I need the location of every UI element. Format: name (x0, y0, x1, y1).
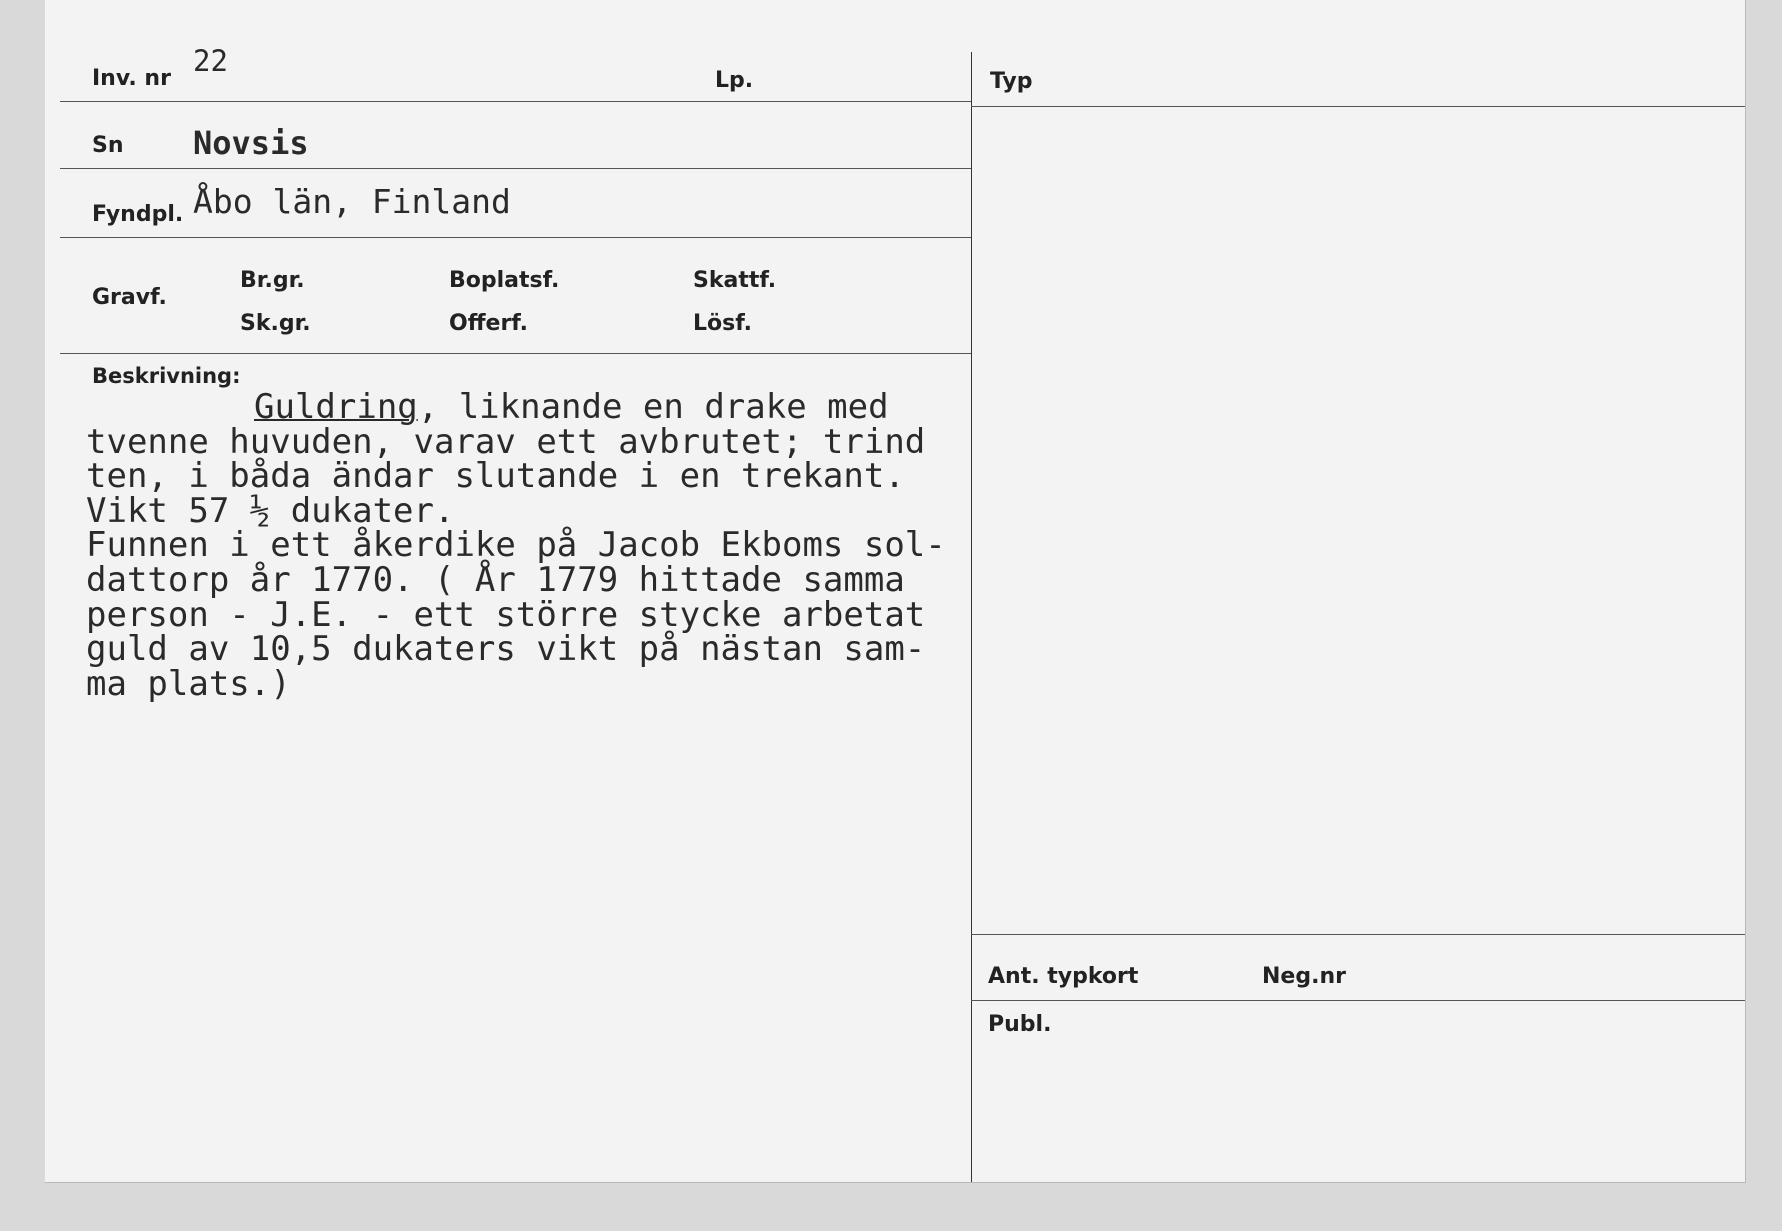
inv-nr-label: Inv. nr (92, 66, 171, 91)
losf-label: Lösf. (693, 311, 752, 336)
fyndpl-label: Fyndpl. (92, 202, 184, 227)
sk-gr-label: Sk.gr. (240, 311, 311, 336)
rule-publ (971, 1000, 1745, 1001)
sn-label: Sn (92, 133, 124, 158)
description-line: Funnen i ett åkerdike på Jacob Ekboms sol- (86, 525, 946, 566)
lp-label: Lp. (715, 68, 754, 93)
publ-label: Publ. (988, 1012, 1052, 1037)
beskrivning-label: Beskrivning: (92, 364, 241, 388)
ant-typkort-label: Ant. typkort (988, 964, 1139, 989)
description-line: person - J.E. - ett större stycke arbetat (86, 594, 926, 635)
br-gr-label: Br.gr. (240, 268, 305, 293)
description-line: guld av 10,5 dukaters vikt på nästan sam- (86, 629, 926, 670)
gravf-label: Gravf. (92, 285, 167, 310)
sn-value: Novsis (193, 124, 309, 162)
rule-typ (971, 106, 1745, 107)
rule-sn (60, 168, 971, 169)
fyndpl-value: Åbo län, Finland (193, 182, 511, 221)
description-text (86, 387, 946, 704)
rule-fyndpl (60, 237, 971, 238)
description-line: tvenne huvuden, varav ett avbrutet; trind (86, 421, 926, 462)
description-line: ma plats.) (86, 663, 291, 704)
typ-label: Typ (990, 69, 1033, 94)
inv-nr-value: 22 (193, 44, 228, 78)
skattf-label: Skattf. (693, 268, 777, 293)
description-first-rest: , liknande en drake med (417, 387, 889, 427)
description-line (86, 387, 946, 427)
boplatsf-label: Boplatsf. (449, 268, 560, 293)
description-line: dattorp år 1770. ( År 1779 hittade samma (86, 559, 905, 600)
column-divider (971, 52, 972, 1182)
description-line: Vikt 57 ½ dukater. (86, 490, 455, 531)
rule-gravf (60, 353, 971, 354)
description-line: ten, i båda ändar slutande i en trekant. (86, 456, 905, 497)
neg-nr-label: Neg.nr (1262, 964, 1346, 989)
rule-inv (60, 101, 971, 102)
rule-ant-typkort (971, 934, 1745, 935)
offerf-label: Offerf. (449, 311, 529, 336)
description-first-word: Guldring (254, 387, 418, 427)
